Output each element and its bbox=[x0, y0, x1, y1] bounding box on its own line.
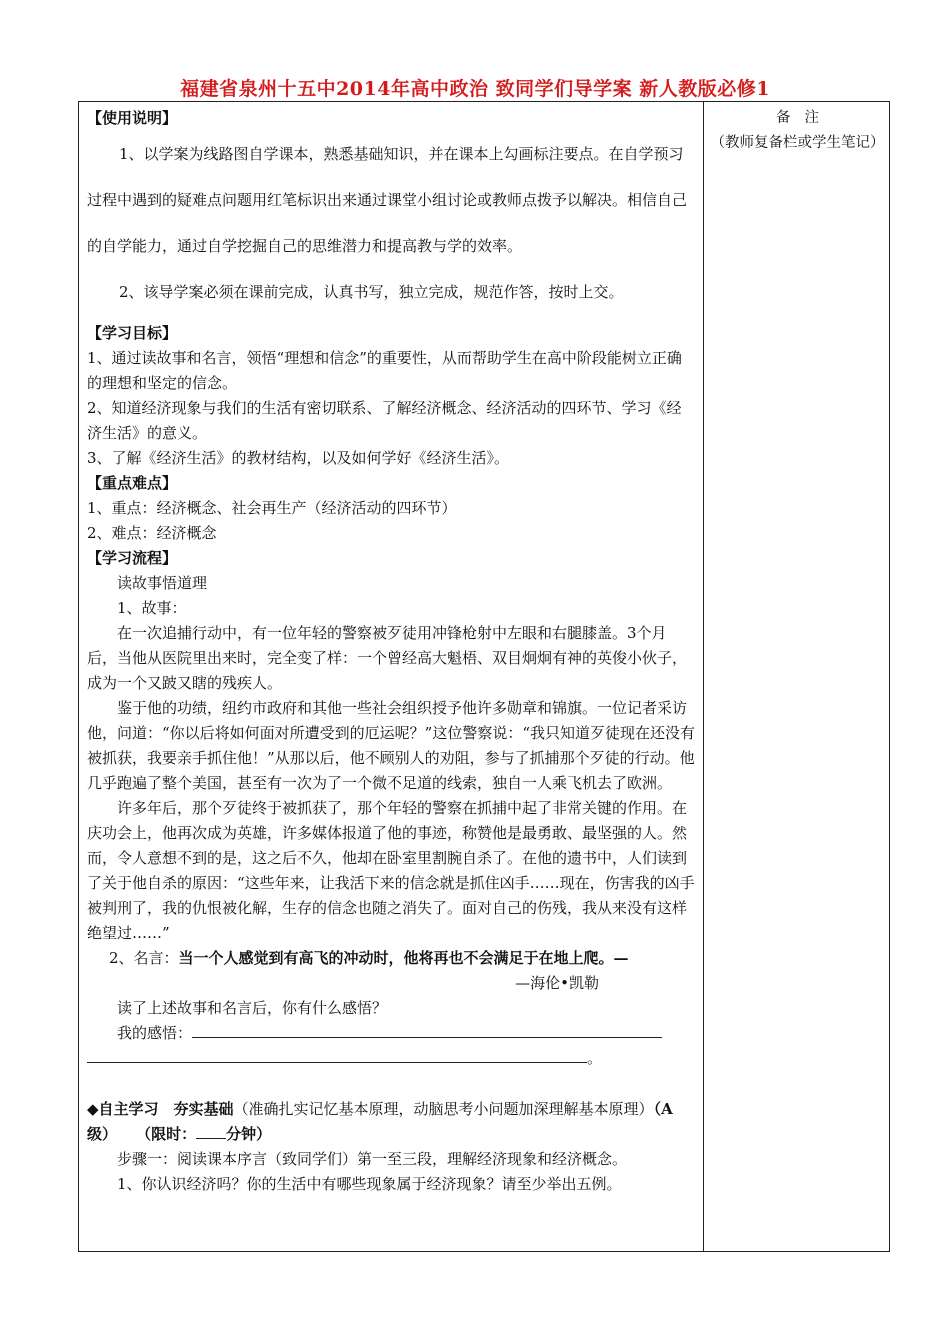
notes-column bbox=[704, 106, 891, 156]
reflection-question: 读了上述故事和名言后，你有什么感悟？ bbox=[117, 999, 388, 1017]
time-limit-post: 分钟） bbox=[226, 1125, 272, 1143]
quote-text: 当一个人感觉到有高飞的冲动时，他将再也不会满足于在地上爬。— bbox=[178, 949, 629, 967]
answer-blank[interactable] bbox=[192, 1021, 662, 1038]
story-paragraph: 鉴于他的功绩，纽约市政府和其他一些社会组织授予他许多勋章和锦旗。一位记者采访他，问道：“你以后将如何面对所遭受到的厄运呢？”这位警察说：“我只知道歹徒现在还没有被抓获，我要亲手抓住他！”从那以后，他不顾别人的劝阻，参与了抓捕那个歹徒的行动。他几乎跑遍了整个美国，甚至有一次为了一个微不足道的线索，独自一人乘飞机去了欧洲。 bbox=[87, 699, 696, 792]
answer-line-2 bbox=[87, 1046, 695, 1071]
goals-heading: 【学习目标】 bbox=[87, 324, 178, 342]
self-study-heading: ◆自主学习 夯实基础 bbox=[87, 1100, 234, 1118]
goal-item: 3、了解《经济生活》的教材结构，以及如何学好《经济生活》。 bbox=[87, 449, 510, 467]
story-paragraph: 在一次追捕行动中，有一位年轻的警察被歹徒用冲锋枪射中左眼和右腿膝盖。3个月后，当他从医院里出来时，完全变了样：一个曾经高大魁梧、双目炯炯有神的英俊小伙子，成为一个又跛又瞎的残疾人。 bbox=[87, 624, 688, 692]
answer-label: 我的感悟： bbox=[117, 1024, 193, 1042]
usage-heading: 【使用说明】 bbox=[87, 109, 178, 127]
story-paragraph: 许多年后，那个歹徒终于被抓获了，那个年轻的警察在抓捕中起了非常关键的作用。在庆功会上，他再次成为英雄，许多媒体报道了他的事迹，称赞他是最勇敢、最坚强的人。然而，令人意想不到的是，这之后不久，他却在卧室里割腕自杀了。在他的遗书中，人们读到了关于他自杀的原因：“这些年来，让我活下来的信念就是抓住凶手……现在，伤害我的凶手被判刑了，我的仇恨被化解，生存的信念也随之消失了。面对自己的伤残，我从来没有这样绝望过……” bbox=[87, 799, 695, 942]
step-one: 步骤一：阅读课本序言（致同学们）第一至三段，理解经济现象和经济概念。 bbox=[117, 1150, 628, 1168]
story-label: 1、故事： bbox=[117, 599, 187, 617]
goal-item: 2、知道经济现象与我们的生活有密切联系、了解经济概念、经济活动的四环节、学习《经济生活》的意义。 bbox=[87, 399, 682, 442]
column-divider bbox=[703, 102, 704, 1251]
page-title: 福建省泉州十五中2014年高中政治 致同学们导学案 新人教版必修1 bbox=[180, 78, 770, 100]
flow-subheading: 读故事悟道理 bbox=[117, 574, 208, 592]
self-study-title bbox=[87, 1097, 695, 1147]
key-item: 1、重点：经济概念、社会再生产（经济活动的四环节） bbox=[87, 499, 457, 517]
answer-blank[interactable] bbox=[87, 1046, 587, 1063]
self-study-level: （A级） bbox=[87, 1100, 673, 1143]
notes-heading: 备注 bbox=[776, 110, 833, 126]
time-limit-pre: （限时： bbox=[136, 1125, 197, 1143]
quote-line bbox=[87, 946, 695, 971]
goal-item: 1、通过读故事和名言，领悟“理想和信念”的重要性，从而帮助学生在高中阶段能树立正确的理想和坚定的信念。 bbox=[87, 349, 682, 392]
self-study-desc: （准确扎实记忆基本原理，动脑思考小问题加深理解基本原理） bbox=[233, 1100, 654, 1118]
key-heading: 【重点难点】 bbox=[87, 474, 178, 492]
answer-end: 。 bbox=[587, 1049, 603, 1067]
usage-item-2: 2、该导学案必须在课前完成，认真书写，独立完成，规范作答，按时上交。 bbox=[119, 283, 624, 301]
worksheet-table bbox=[78, 101, 890, 1252]
answer-line bbox=[87, 1021, 695, 1046]
flow-heading: 【学习流程】 bbox=[87, 549, 178, 567]
notes-subheading: （教师复备栏或学生笔记） bbox=[710, 135, 885, 151]
time-limit-blank[interactable] bbox=[196, 1124, 226, 1139]
key-item: 2、难点：经济概念 bbox=[87, 524, 217, 542]
question-one: 1、你认识经济吗？你的生活中有哪些现象属于经济现象？请至少举出五例。 bbox=[117, 1175, 622, 1193]
usage-item-1: 1、以学案为线路图自学课本，熟悉基础知识，并在课本上勾画标注要点。在自学预习过程中遇到的疑难点问题用红笔标识出来通过课堂小组讨论或教师点拨予以解决。相信自己的自学能力，通过自学挖掘自己的思维潜力和提高教与学的效率。 bbox=[87, 145, 688, 255]
quote-author: —海伦•凯勒 bbox=[515, 974, 599, 992]
main-column bbox=[87, 106, 695, 1197]
quote-label: 2、名言： bbox=[109, 949, 179, 967]
